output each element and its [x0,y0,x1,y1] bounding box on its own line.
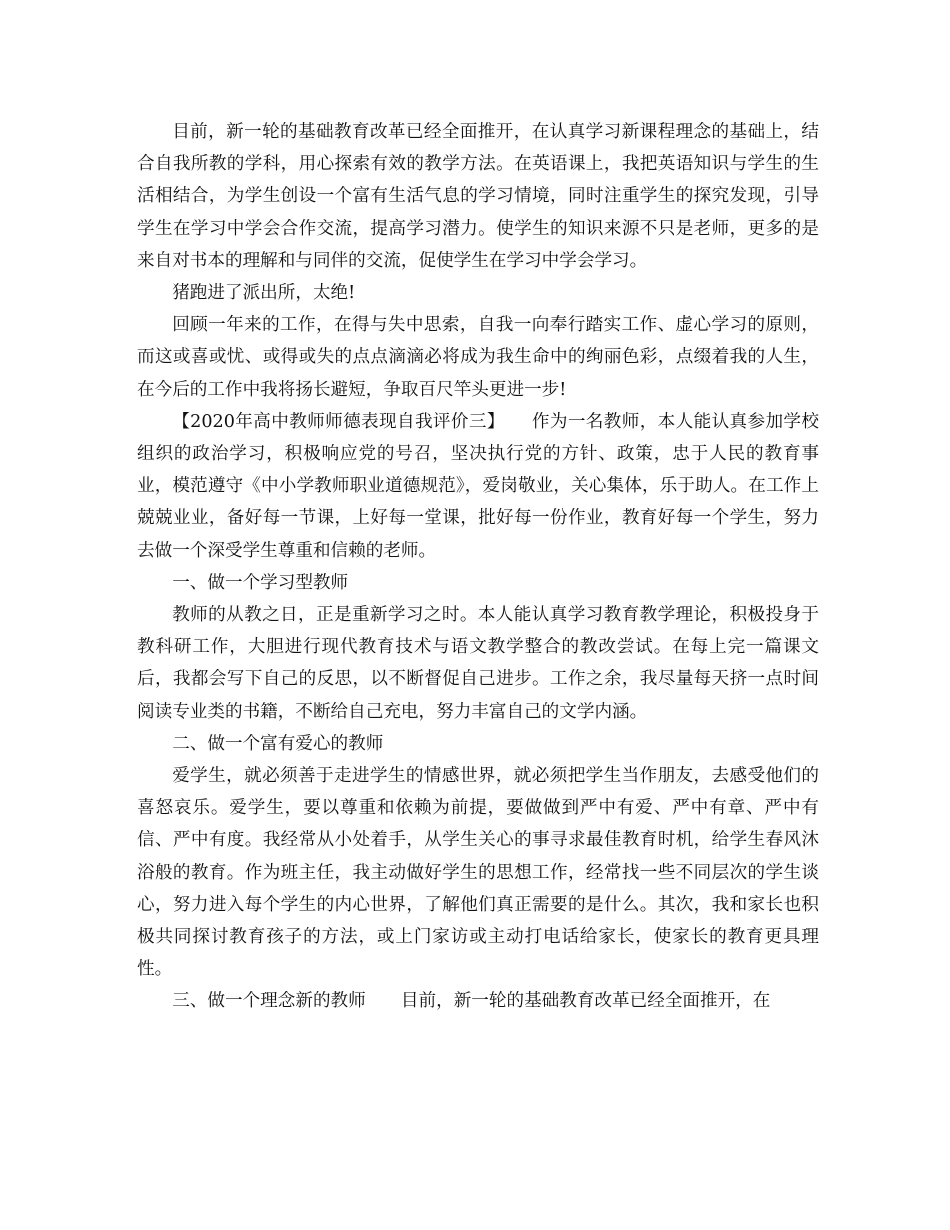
paragraph-caring: 爱学生，就必须善于走进学生的情感世界，就必须把学生当作朋友，去感受他们的喜怒哀乐。爱学生，要以尊重和依赖为前提，要做做到严中有爱、严中有章、严中有信、严中有度。我经常从小处着手，从学生关心的事寻求最佳教育时机，给学生春风沐浴般的教育。作为班主任，我主动做好学生的思想工作，经常找一些不同层次的学生谈心，努力进入每个学生的内心世界，了解他们真正需要的是什么。其次，我和家长也积极共同探讨教育孩子的方法，或上门家访或主动打电话给家长，使家长的教育更具理性。 [137,766,819,980]
paragraph-note: 猪跑进了派出所，太绝! [172,283,356,304]
paragraph-intro: 目前，新一轮的基础教育改革已经全面推开，在认真学习新课程理念的基础上，结合自我所教的学科，用心探索有效的教学方法。在英语课上，我把英语知识与学生的生活相结合，为学生创设一个富有生活气息的学习情境，同时注重学生的探究发现，引导学生在学习中学会合作交流，提高学习潜力。使学生的知识来源不只是老师，更多的是来自对书本的理解和与同伴的交流，促使学生在学习中学会学习。 [137,122,819,271]
paragraph-learning: 教师的从教之日，正是重新学习之时。本人能认真学习教育教学理论，积极投身于教科研工作，大胆进行现代教育技术与语文教学整合的教改尝试。在每上完一篇课文后，我都会写下自己的反思，以不断督促自己进步。工作之余，我尽量每天挤一点时间阅读专业类的书籍，不断给自己充电，努力丰富自己的文学内涵。 [137,605,819,722]
heading-new-concept-teacher: 三、做一个理念新的教师 目前，新一轮的基础教育改革已经全面推开，在 [172,991,771,1012]
document-body [137,116,819,1018]
heading-caring-teacher: 二、做一个富有爱心的教师 [172,733,384,754]
paragraph-review: 回顾一年来的工作，在得与失中思索，自我一向奉行踏实工作、虚心学习的原则，而这或喜或忧、或得或失的点点滴滴必将成为我生命中的绚丽色彩，点缀着我的人生，在今后的工作中我将扬长避短，争取百尺竿头更进一步! [137,315,819,400]
heading-learning-teacher: 一、做一个学习型教师 [172,572,349,593]
paragraph-section-three: 【2020年高中教师师德表现自我评价三】 作为一名教师，本人能认真参加学校组织的政治学习，积极响应党的号召，坚决执行党的方针、政策，忠于人民的教育事业，模范遵守《中小学教师职业道德规范》，爱岗敬业，关心集体，乐于助人。在工作上兢兢业业，备好每一节课，上好每一堂课，批好每一份作业，教育好每一个学生，努力去做一个深受学生尊重和信赖的老师。 [137,411,819,561]
